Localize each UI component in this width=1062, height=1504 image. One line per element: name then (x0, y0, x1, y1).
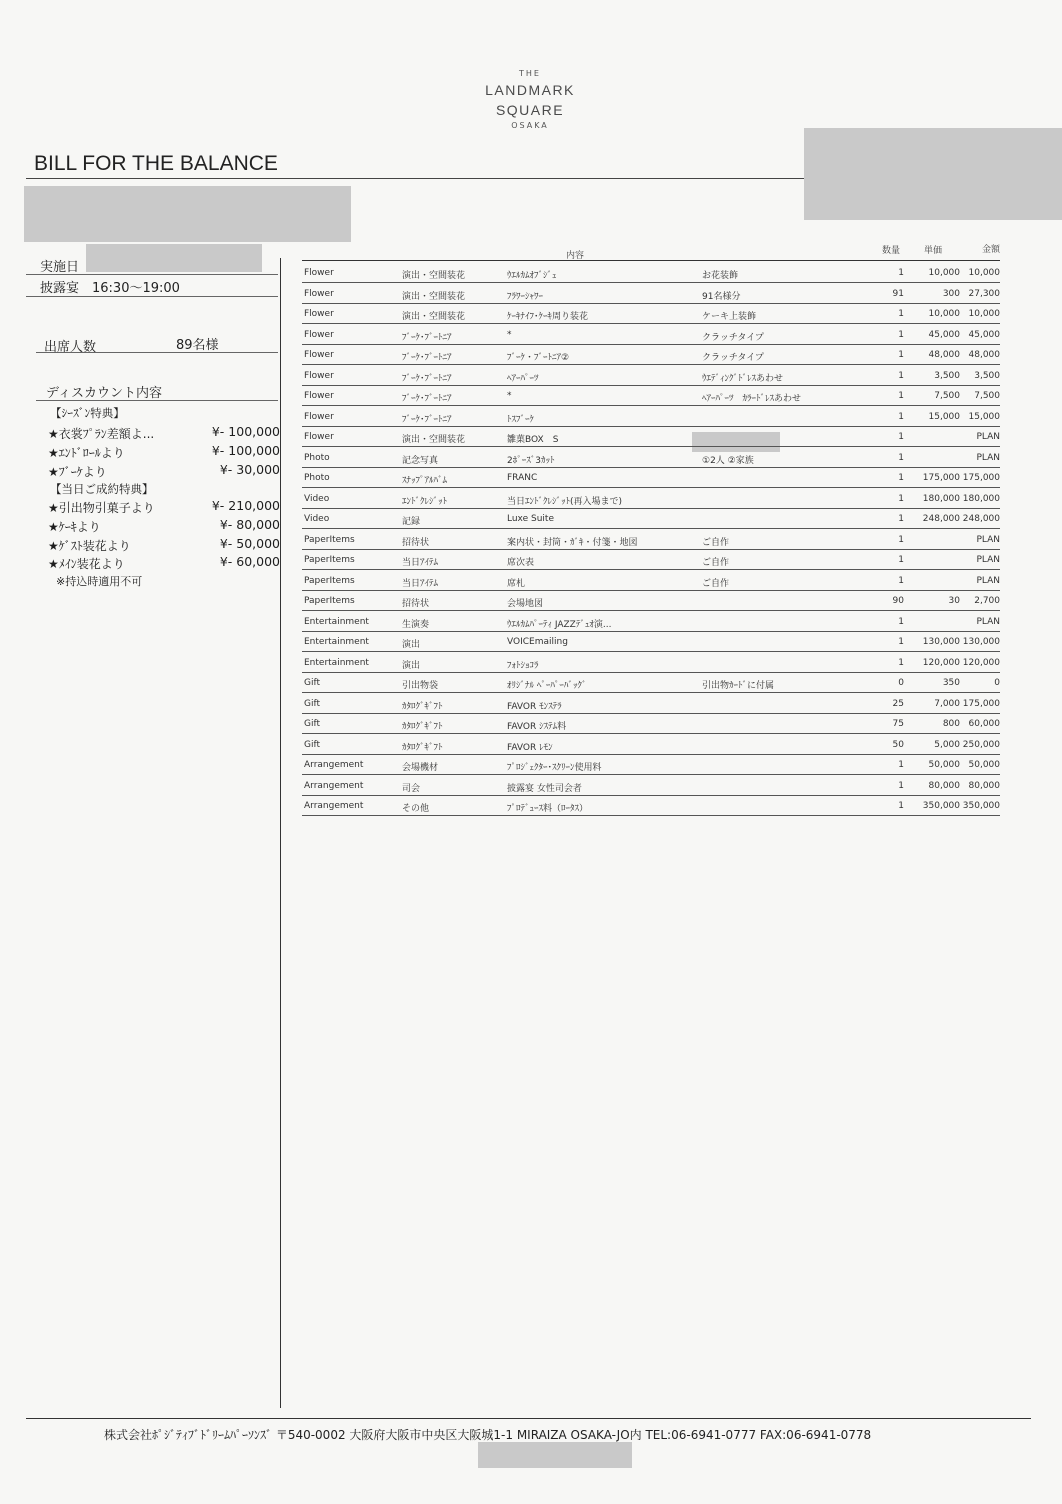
row-category: Flower (304, 370, 334, 381)
row-amount: 248,000 (962, 514, 1000, 524)
table-row (302, 734, 1000, 755)
row-item: VOICEmailing (507, 637, 568, 647)
row-type: ｶﾀﾛｸﾞｷﾞﾌﾄ (402, 722, 443, 732)
row-qty: 1 (898, 637, 904, 647)
table-row (302, 529, 1000, 550)
row-category: Photo (304, 473, 330, 483)
row-amount: 350,000 (962, 801, 1000, 811)
row-type: ﾌﾞｰｹ･ﾌﾞｰﾄﾆｱ (402, 394, 452, 404)
row-amount: 48,000 (968, 350, 1000, 360)
row-note: クラッチタイプ (702, 353, 764, 363)
logo-square: SQUARE (495, 102, 565, 118)
row-item: ﾄｽﾌﾞｰｹ (507, 414, 535, 425)
row-type: 演出・空間装花 (402, 312, 466, 322)
row-unit-price: 130,000 (922, 637, 960, 647)
row-amount: 10,000 (968, 309, 1000, 319)
row-amount: 10,000 (968, 268, 1000, 278)
row-unit-price: 175,000 (922, 473, 960, 483)
table-row (302, 262, 1000, 283)
row-item: 披露宴 女性司会者 (507, 783, 582, 794)
row-category: PaperItems (304, 534, 355, 545)
row-amount: 60,000 (968, 719, 1000, 729)
sameday-item-amount: ¥- 60,000 (219, 554, 280, 569)
row-category: Flower (304, 268, 334, 278)
row-qty: 1 (898, 493, 904, 504)
title-divider (26, 178, 806, 179)
row-item: ﾌﾟﾛﾃﾞｭｰｽ料（ﾛｰﾀｽ） (507, 804, 589, 814)
table-row (302, 283, 1000, 304)
row-item: ﾍｱｰﾊﾟｰﾂ (507, 373, 539, 384)
row-category: Flower (304, 329, 334, 340)
row-unit-price: 45,000 (928, 329, 960, 340)
row-qty: 1 (898, 452, 904, 463)
row-item: ｵﾘｼﾞﾅﾙ ﾍﾟｰﾊﾟｰﾊﾞｯｸﾞ (507, 681, 587, 691)
row-type: 当日ｱｲﾃﾑ (402, 558, 439, 568)
row-unit-price: 350 (942, 678, 960, 688)
season-item-label: ★ｴﾝﾄﾞﾛｰﾙより (48, 446, 125, 460)
redacted-block-top-right (804, 128, 1062, 220)
row-note: ご自作 (702, 537, 730, 548)
row-amount: PLAN (976, 534, 1000, 545)
company-footer: 株式会社ﾎﾟｼﾞﾃｨﾌﾞﾄﾞﾘｰﾑﾊﾟｰｿﾝｽﾞ 〒540-0002 大阪府大阪市中央区大阪城1-1 MIRAIZA OSAKA-JO内 TEL:06-6941-0777 FAX:06-6941-0778 (104, 1428, 872, 1442)
table-row (302, 467, 1000, 488)
row-item: ﾌｫﾄｼｮｺﾗ (507, 660, 539, 671)
table-row (302, 365, 1000, 386)
row-type: ﾌﾞｰｹ･ﾌﾞｰﾄﾆｱ (402, 373, 452, 384)
row-item: ｹｰｷﾅｲﾌ･ｹｰｷ周り装花 (507, 312, 589, 322)
row-type: 招待状 (402, 537, 430, 548)
row-qty: 75 (892, 719, 904, 729)
row-category: Gift (304, 739, 321, 750)
row-unit-price: 80,000 (928, 780, 960, 791)
row-qty: 1 (898, 616, 904, 627)
row-unit-price: 7,000 (934, 698, 960, 709)
table-row (302, 590, 1000, 611)
row-amount: 2,700 (974, 596, 1000, 606)
redacted-block-client (24, 186, 351, 242)
row-category: Video (304, 514, 330, 524)
row-category: Flower (304, 391, 334, 401)
logo-osaka: OSAKA (511, 121, 549, 130)
row-unit-price: 180,000 (922, 493, 960, 504)
row-amount: 50,000 (968, 760, 1000, 770)
row-unit-price: 800 (942, 719, 960, 729)
sameday-item-label: ★ｹﾞｽﾄ装花より (48, 539, 131, 553)
header-unit-price: 単価 (924, 246, 943, 256)
table-row (302, 447, 1000, 468)
row-qty: 1 (898, 575, 904, 586)
row-category: Flower (304, 309, 334, 319)
row-qty: 1 (898, 268, 904, 278)
row-qty: 1 (898, 760, 904, 770)
row-note: クラッチタイプ (702, 332, 764, 343)
row-category: PaperItems (304, 575, 355, 586)
row-amount: 130,000 (962, 637, 1000, 647)
row-amount: 7,500 (974, 391, 1000, 401)
attendees-rule (36, 352, 278, 353)
row-unit-price: 5,000 (934, 739, 960, 750)
row-category: Arrangement (304, 801, 364, 811)
header-qty: 数量 (882, 246, 901, 256)
season-item-amount: ¥- 100,000 (211, 424, 280, 439)
row-amount: PLAN (976, 616, 1000, 627)
row-qty: 1 (898, 432, 904, 442)
row-item: Luxe Suite (507, 514, 554, 524)
row-qty: 1 (898, 801, 904, 811)
footer-rule (26, 1418, 1031, 1419)
row-type: 当日ｱｲﾃﾑ (402, 578, 439, 589)
sameday-item-amount: ¥- 210,000 (211, 498, 280, 513)
logo-the: THE (519, 69, 541, 78)
table-row (302, 795, 1000, 816)
row-qty: 1 (898, 657, 904, 668)
row-unit-price: 50,000 (928, 760, 960, 770)
row-amount: 175,000 (962, 473, 1000, 483)
row-note: お花装飾 (702, 271, 739, 281)
row-type: 引出物袋 (402, 681, 439, 691)
date-label: 実施日 (40, 260, 80, 275)
row-qty: 0 (898, 678, 904, 688)
row-category: Gift (304, 719, 321, 729)
row-qty: 90 (892, 596, 904, 606)
row-category: Photo (304, 452, 330, 463)
row-type: 演出・空間装花 (402, 435, 466, 445)
row-amount: PLAN (976, 432, 1000, 442)
row-type: 演出 (402, 660, 421, 671)
table-row (302, 488, 1000, 509)
row-qty: 25 (892, 698, 904, 709)
row-amount: PLAN (976, 452, 1000, 463)
row-note: ご自作 (702, 558, 730, 568)
row-unit-price: 248,000 (922, 514, 960, 524)
season-item-label: ★衣裳ﾌﾟﾗﾝ差額よ... (48, 427, 155, 441)
table-row (302, 631, 1000, 652)
row-unit-price: 15,000 (928, 411, 960, 422)
table-row (302, 611, 1000, 632)
row-qty: 1 (898, 370, 904, 381)
redacted-footer (478, 1442, 632, 1468)
row-category: Video (304, 493, 330, 504)
row-item: ｳｴﾙｶﾑｵﾌﾞｼﾞｪ (507, 271, 557, 281)
sameday-item-label: ★ｹｰｷより (48, 520, 101, 534)
row-type: ﾌﾞｰｹ･ﾌﾞｰﾄﾆｱ (402, 353, 452, 363)
row-qty: 1 (898, 780, 904, 791)
table-row (302, 426, 1000, 447)
document-title: BILL FOR THE BALANCE (34, 152, 278, 175)
row-item: * (507, 329, 512, 340)
header-content: 内容 (566, 251, 585, 261)
row-type: ｶﾀﾛｸﾞｷﾞﾌﾄ (402, 742, 443, 753)
row-qty: 1 (898, 514, 904, 524)
table-row (302, 344, 1000, 365)
row-item: FRANC (507, 473, 538, 483)
row-category: PaperItems (304, 596, 355, 606)
sameday-item-label: ★引出物引菓子より (48, 501, 155, 515)
row-type: 演出 (402, 640, 421, 650)
row-type: 記録 (402, 517, 421, 527)
row-amount: PLAN (976, 555, 1000, 565)
table-row (302, 303, 1000, 324)
season-item-label: ★ﾌﾞｰｹより (48, 465, 107, 479)
row-category: PaperItems (304, 555, 355, 565)
row-unit-price: 10,000 (928, 309, 960, 319)
row-qty: 1 (898, 309, 904, 319)
row-type: その他 (402, 804, 430, 814)
table-top-rule (302, 260, 1000, 261)
row-qty: 1 (898, 329, 904, 340)
table-row (302, 508, 1000, 529)
row-qty: 1 (898, 350, 904, 360)
row-item: 雛菓BOX S (507, 435, 559, 445)
attendees-label: 出席人数 (44, 340, 97, 355)
row-item: ﾌﾞｰｹ・ﾌﾞｰﾄﾆｱ② (507, 353, 570, 363)
row-note: ﾍｱｰﾊﾟｰﾂ ｶﾗｰﾄﾞﾚｽあわせ (702, 394, 802, 404)
row-item: 席札 (507, 578, 526, 589)
row-category: Arrangement (304, 780, 364, 791)
row-amount: PLAN (976, 575, 1000, 586)
row-item: 席次表 (507, 558, 535, 568)
row-type: 会場機材 (402, 763, 439, 773)
date-rule (26, 274, 278, 275)
row-note: ケーキ上装飾 (702, 312, 757, 322)
row-type: ﾌﾞｰｹ･ﾌﾞｰﾄﾆｱ (402, 332, 452, 343)
row-type: ｴﾝﾄﾞｸﾚｼﾞｯﾄ (402, 496, 448, 507)
reception-time: 披露宴 16:30～19:00 (40, 281, 180, 296)
row-note: ご自作 (702, 578, 730, 589)
row-unit-price: 30 (948, 596, 960, 606)
row-item: ﾌﾗﾜｰｼｬﾜｰ (507, 291, 544, 302)
row-qty: 1 (898, 555, 904, 565)
row-qty: 1 (898, 473, 904, 483)
table-row (302, 324, 1000, 345)
row-amount: 27,300 (968, 288, 1000, 299)
row-category: Entertainment (304, 657, 369, 668)
row-note: 91名様分 (702, 291, 741, 302)
row-item: 案内状・封筒・ｶﾞｷ・付箋・地図 (507, 537, 638, 548)
row-amount: 45,000 (968, 329, 1000, 340)
row-item: 2ﾎﾟｰｽﾞ3ｶｯﾄ (507, 455, 555, 466)
discount-note: ※持込時適用不可 (56, 575, 143, 588)
season-item-amount: ¥- 100,000 (211, 443, 280, 458)
row-type: 司会 (402, 783, 421, 794)
row-amount: 15,000 (968, 411, 1000, 422)
table-row (302, 406, 1000, 427)
row-note: ①2人 ②家族 (702, 455, 754, 466)
row-type: 招待状 (402, 599, 430, 609)
sameday-item-amount: ¥- 50,000 (219, 536, 280, 551)
table-row (302, 713, 1000, 734)
row-type: ﾌﾞｰｹ･ﾌﾞｰﾄﾆｱ (402, 414, 452, 425)
table-row (302, 693, 1000, 714)
row-type: 演出・空間装花 (402, 291, 466, 302)
attendees-value: 89名様 (176, 338, 219, 353)
row-unit-price: 120,000 (922, 657, 960, 668)
row-amount: 175,000 (962, 698, 1000, 709)
row-item: FAVOR ｼｽﾃﾑ料 (507, 722, 567, 732)
row-item: FAVOR ﾓﾝｽﾃﾗ (507, 701, 562, 712)
row-category: Gift (304, 698, 321, 709)
row-qty: 1 (898, 411, 904, 422)
sameday-item-amount: ¥- 80,000 (219, 517, 280, 532)
row-type: 記念写真 (402, 455, 439, 466)
table-row (302, 385, 1000, 406)
row-unit-price: 10,000 (928, 268, 960, 278)
row-item: ｳｴﾙｶﾑﾊﾟｰﾃｨ JAZZﾃﾞｭｵ演... (507, 619, 612, 630)
redacted-date (86, 244, 262, 272)
season-item-amount: ¥- 30,000 (219, 462, 280, 477)
row-qty: 91 (892, 288, 904, 299)
row-category: Flower (304, 411, 334, 422)
row-category: Gift (304, 678, 321, 688)
row-category: Entertainment (304, 616, 369, 627)
row-amount: 180,000 (962, 493, 1000, 504)
header-amount: 金額 (982, 245, 1001, 255)
row-type: ｶﾀﾛｸﾞｷﾞﾌﾄ (402, 701, 443, 712)
row-type: 演出・空間装花 (402, 271, 466, 281)
row-item: FAVOR ﾚﾓﾝ (507, 742, 553, 753)
table-row (302, 652, 1000, 673)
row-amount: 0 (994, 678, 1000, 688)
column-divider (280, 258, 281, 1408)
row-amount: 3,500 (974, 370, 1000, 381)
row-category: Flower (304, 288, 334, 299)
row-unit-price: 3,500 (934, 370, 960, 381)
row-item: * (507, 391, 512, 401)
row-note: ｳｴﾃﾞｨﾝｸﾞﾄﾞﾚｽあわせ (702, 373, 784, 384)
row-item: 会場地図 (507, 599, 544, 609)
row-amount: 250,000 (962, 739, 1000, 750)
row-type: 生演奏 (402, 619, 430, 630)
discount-title: ディスカウント内容 (46, 386, 162, 401)
row-category: Arrangement (304, 760, 364, 770)
reception-rule (26, 296, 278, 297)
row-qty: 1 (898, 391, 904, 401)
row-category: Entertainment (304, 637, 369, 647)
logo-landmark: LANDMARK (485, 82, 575, 98)
row-unit-price: 300 (942, 288, 960, 299)
row-unit-price: 7,500 (934, 391, 960, 401)
row-qty: 50 (892, 739, 904, 750)
row-item: ﾌﾟﾛｼﾞｪｸﾀｰ･ｽｸﾘｰﾝ使用料 (507, 763, 602, 773)
row-unit-price: 350,000 (922, 801, 960, 811)
sameday-item-label: ★ﾒｲﾝ装花より (48, 557, 125, 571)
row-item: 当日ｴﾝﾄﾞｸﾚｼﾞｯﾄ(再入場まで) (507, 496, 623, 507)
row-amount: 120,000 (962, 657, 1000, 668)
venue-logo (440, 68, 620, 132)
table-row (302, 549, 1000, 570)
row-category: Flower (304, 432, 334, 442)
row-type: ｽﾅｯﾌﾟｱﾙﾊﾞﾑ (402, 476, 448, 486)
row-qty: 1 (898, 534, 904, 545)
table-row (302, 672, 1000, 693)
season-header: 【ｼｰｽﾞﾝ特典】 (50, 406, 125, 420)
sameday-header: 【当日ご成約特典】 (50, 482, 154, 496)
table-row (302, 570, 1000, 591)
row-note: 引出物ｶｰﾄﾞに付属 (702, 681, 775, 691)
row-category: Flower (304, 350, 334, 360)
row-unit-price: 48,000 (928, 350, 960, 360)
row-amount: 80,000 (968, 780, 1000, 791)
table-row (302, 775, 1000, 796)
table-row (302, 754, 1000, 775)
discount-rule (36, 400, 278, 401)
